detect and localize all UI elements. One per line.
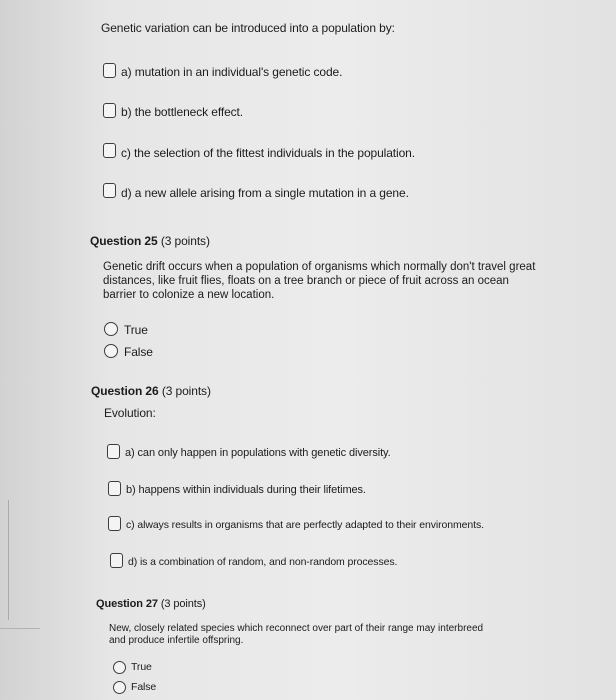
statement-line: barrier to colonize a new location. (103, 289, 275, 301)
checkbox[interactable] (103, 63, 116, 78)
q27-statement (109, 623, 483, 647)
option-label: d) is a combination of random, and non-random processes. (128, 556, 398, 568)
question-points: (3 points) (160, 234, 210, 248)
radio-button[interactable] (104, 322, 118, 336)
question-title: Question 25 (90, 234, 158, 248)
option-label: a) can only happen in populations with genetic diversity. (125, 447, 391, 459)
question-points: (3 points) (160, 598, 206, 610)
q24-prompt: Genetic variation can be introduced into a population by: (101, 21, 395, 35)
checkbox[interactable] (108, 481, 121, 496)
question-title: Question 26 (91, 384, 159, 398)
radio-button[interactable] (104, 344, 118, 358)
option-label: b) the bottleneck effect. (121, 105, 244, 119)
question-title: Question 27 (96, 598, 158, 610)
option-label: a) mutation in an individual's genetic code. (121, 65, 343, 79)
option-label: True (131, 661, 152, 673)
checkbox[interactable] (103, 183, 116, 198)
radio-button[interactable] (113, 661, 126, 674)
question-points: (3 points) (161, 384, 211, 398)
statement-line: distances, like fruit flies, floats on a tree branch or piece of fruit across an ocean (103, 275, 509, 287)
q25-statement (103, 260, 535, 302)
statement-line: New, closely related species which reconnect over part of their range may interbreed (109, 623, 484, 634)
page-edge-line (0, 628, 40, 629)
q25-heading (90, 234, 210, 248)
option-label: b) happens within individuals during their lifetimes. (126, 484, 366, 496)
option-label: False (124, 345, 153, 359)
page-edge (0, 500, 9, 620)
option-label: True (124, 323, 148, 337)
checkbox[interactable] (107, 444, 120, 459)
q27-heading (96, 598, 206, 610)
q26-heading (91, 384, 211, 398)
checkbox[interactable] (110, 553, 123, 568)
statement-line: and produce infertile offspring. (109, 635, 244, 646)
checkbox[interactable] (108, 516, 121, 531)
q26-prompt: Evolution: (104, 406, 156, 420)
option-label: c) always results in organisms that are perfectly adapted to their environments. (126, 519, 484, 531)
option-label: c) the selection of the fittest individuals in the population. (121, 146, 415, 160)
checkbox[interactable] (103, 143, 116, 158)
statement-line: Genetic drift occurs when a population of organisms which normally don't travel great (103, 261, 536, 273)
option-label: False (131, 681, 157, 693)
radio-button[interactable] (113, 681, 126, 694)
checkbox[interactable] (103, 103, 116, 118)
option-label: d) a new allele arising from a single mutation in a gene. (121, 186, 409, 200)
